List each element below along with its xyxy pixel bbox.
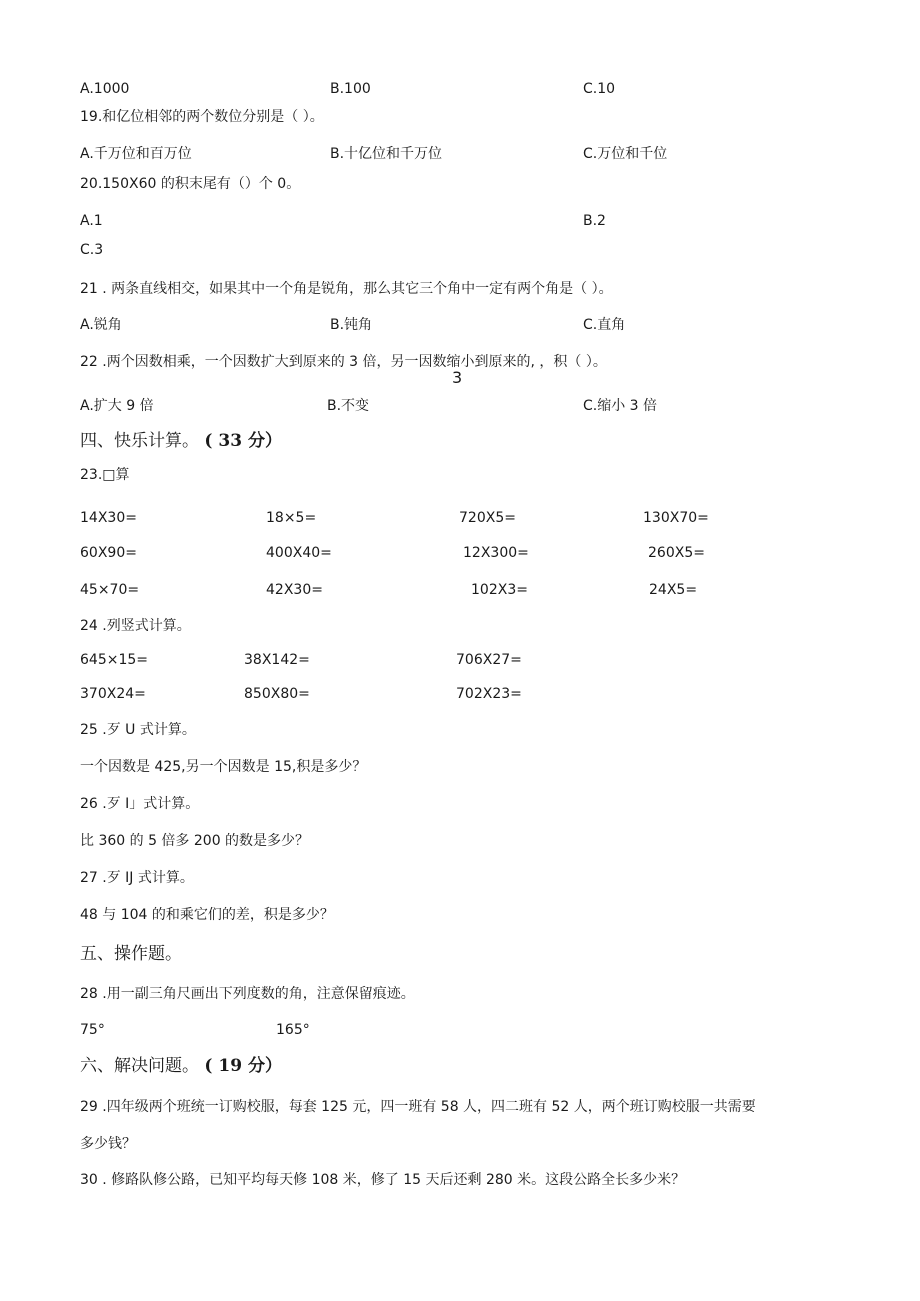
- q24-stem: 24 .列竖式计算。: [80, 618, 191, 634]
- q20-option-a: A.1: [80, 213, 103, 229]
- q26-body: 比 360 的 5 倍多 200 的数是多少？: [80, 833, 310, 849]
- q26-stem: 26 .歹 I」式计算。: [80, 796, 200, 812]
- q28-angle-75: 75°: [80, 1022, 105, 1038]
- q20-option-c: C.3: [80, 242, 104, 258]
- q23-item: 12X300=: [463, 545, 529, 561]
- q30-stem: 30 . 修路队修公路，已知平均每天修 108 米，修了 15 天后还剩 280 米。这段公路全长多少米？: [80, 1172, 686, 1188]
- q23-item: 130X70=: [643, 510, 709, 526]
- q24-item: 850X80=: [244, 686, 310, 702]
- q24-item: 38X142=: [244, 652, 310, 668]
- q22-fraction-denominator: 3: [452, 368, 463, 387]
- section-4-score: ( 33 分）: [204, 431, 282, 451]
- q28-angle-165: 165°: [276, 1022, 310, 1038]
- q20-option-b: B.2: [583, 213, 606, 229]
- q27-body: 48 与 104 的和乘它们的差，积是多少？: [80, 907, 334, 923]
- q18-option-a: A.1000: [80, 81, 130, 97]
- q21-option-a: A.锐角: [80, 317, 122, 333]
- q19-option-b: B.十亿位和千万位: [330, 146, 443, 162]
- q18-option-b: B.100: [330, 81, 371, 97]
- q23-item: 24X5=: [649, 582, 698, 598]
- q23-item: 18×5=: [266, 510, 317, 526]
- section-6-score: ( 19 分）: [204, 1056, 282, 1076]
- q19-option-a: A.千万位和百万位: [80, 146, 192, 162]
- section-4-title: 四、快乐计算。: [80, 431, 199, 451]
- q22-option-a: A.扩大 9 倍: [80, 398, 154, 414]
- q21-stem: 21 . 两条直线相交，如果其中一个角是锐角，那么其它三个角中一定有两个角是（ ）。: [80, 281, 613, 297]
- section-6-title: 六、解决问题。: [80, 1056, 199, 1076]
- q24-item: 645×15=: [80, 652, 148, 668]
- q20-stem: 20.150X60 的积末尾有（）个 0。: [80, 176, 301, 192]
- section-5-title: 五、操作题。: [80, 944, 182, 964]
- q23-item: 102X3=: [471, 582, 528, 598]
- q29-stem-line-2: 多少钱？: [80, 1136, 136, 1152]
- q23-item: 720X5=: [459, 510, 516, 526]
- q29-stem-line-1: 29 .四年级两个班统一订购校服，每套 125 元，四一班有 58 人，四二班有 52 人，两个班订购校服一共需要: [80, 1099, 756, 1115]
- q19-stem: 19.和亿位相邻的两个数位分别是（ ）。: [80, 109, 324, 125]
- section-4-heading: [80, 432, 282, 450]
- q25-stem: 25 .歹 U 式计算。: [80, 722, 196, 738]
- q23-item: 42X30=: [266, 582, 323, 598]
- q27-stem: 27 .歹 IJ 式计算。: [80, 870, 194, 886]
- q23-stem: 23.□算: [80, 467, 130, 483]
- q25-body: 一个因数是 425,另一个因数是 15,积是多少？: [80, 759, 367, 775]
- q24-item: 706X27=: [456, 652, 522, 668]
- q18-option-c: C.10: [583, 81, 616, 97]
- q19-option-c: C.万位和千位: [583, 146, 668, 162]
- q22-option-c: C.缩小 3 倍: [583, 398, 658, 414]
- q22-stem: 22 .两个因数相乘，一个因数扩大到原来的 3 倍，另一因数缩小到原来的, ，积（ ）。: [80, 354, 607, 370]
- q23-item: 45×70=: [80, 582, 140, 598]
- q23-item: 400X40=: [266, 545, 332, 561]
- q22-option-b: B.不变: [327, 398, 370, 414]
- q28-stem: 28 .用一副三角尺画出下列度数的角，注意保留痕迹。: [80, 986, 415, 1002]
- section-6-heading: [80, 1057, 282, 1075]
- q21-option-b: B.钝角: [330, 317, 373, 333]
- q24-item: 702X23=: [456, 686, 522, 702]
- q23-item: 14X30=: [80, 510, 137, 526]
- q24-item: 370X24=: [80, 686, 146, 702]
- q21-option-c: C.直角: [583, 317, 626, 333]
- q23-item: 260X5=: [648, 545, 705, 561]
- q23-item: 60X90=: [80, 545, 137, 561]
